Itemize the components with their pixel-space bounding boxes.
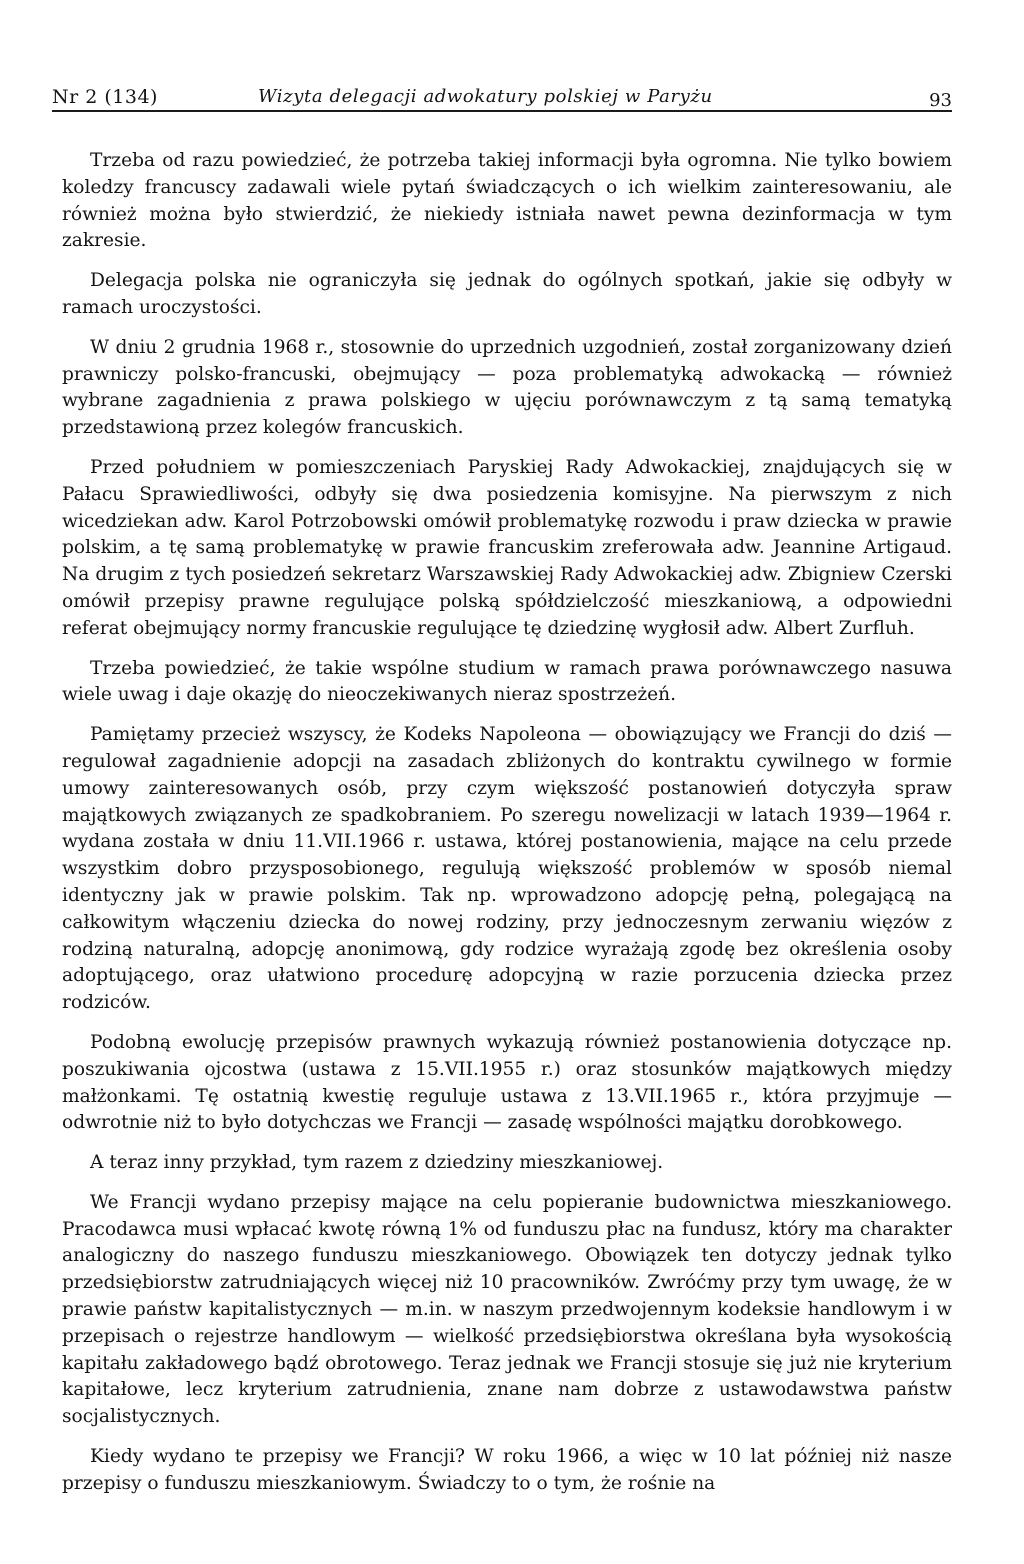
paragraph: Podobną ewolucję przepisów prawnych wykazują również postanowienia dotyczące np. poszukiwania ojcostwa (ustawa z 15.VII.1955 r.) oraz stosunków majątkowych między małżonkami. Tę ostatnią kwestię reguluje ustawa z 13.VII.1965 r., która przyjmuje — odwrotnie niż to było dotychczas we Francji — zasadę wspólności majątku dorobkowego.: [62, 1031, 952, 1134]
paragraph: Trzeba od razu powiedzieć, że potrzeba takiej informacji była ogromna. Nie tylko bowiem koledzy francuscy zadawali wiele pytań świadczących o ich wielkim zainteresowaniu, ale również można było stwierdzić, że niekiedy istniała nawet pewna dezinformacja w tym zakresie.: [62, 150, 952, 252]
paragraph: Pamiętamy przecież wszyscy, że Kodeks Napoleona — obowiązujący we Francji do dziś — regulował zagadnienie adopcji na zasadach zbliżonych do kontraktu cywilnego w formie umowy zainteresowanych osób, przy czym większość postanowień dotyczyła spraw majątkowych związanych ze spadkobraniem. Po szeregu nowelizacji w latach 1939—1964 r. wydana została w dniu 11.VII.1966 r. ustawa, której postanowienia, mające na celu przede wszystkim dobro przysposobionego, regulują większość problemów w sposób niemal identyczny jak w prawie polskim. Tak np. wprowadzono adopcję pełną, polegającą na całkowitym włączeniu dziecka do nowej rodziny, przy jednoczesnym zerwaniu więzów z rodziną naturalną, adopcję anonimową, gdy rodzice wyrażają zgodę bez określenia osoby adoptującego, oraz ułatwiono procedurę adopcyjną w razie porzucenia dziecka przez rodziców.: [62, 724, 952, 1014]
paragraph: Kiedy wydano te przepisy we Francji? W roku 1966, a więc w 10 lat później niż nasze przepisy o funduszu mieszkaniowym. Świadczy to o tym, że rośnie na: [62, 1446, 952, 1494]
running-title: Wizyta delegacji adwokatury polskiej w Paryżu: [258, 86, 713, 107]
page-number: 93: [929, 90, 952, 111]
paragraph: Trzeba powiedzieć, że takie wspólne studium w ramach prawa porównawczego nasuwa wiele uwag i daje okazję do nieoczekiwanych nieraz spostrzeżeń.: [62, 657, 952, 706]
paragraph: We Francji wydano przepisy mające na celu popieranie budownictwa mieszkaniowego. Pracodawca musi wpłacać kwotę równą 1% od funduszu płac na fundusz, który ma charakter analogiczny do naszego funduszu mieszkaniowego. Obowiązek ten dotyczy jednak tylko przedsiębiorstw zatrudniających więcej niż 10 pracowników. Zwróćmy przy tym uwagę, że w prawie państw kapitalistycznych — m.in. w naszym przedwojennym kodeksie handlowym i w przepisach o rejestrze handlowym — wielkość przedsiębiorstwa określana była wysokością kapitału zakładowego bądź obrotowego. Teraz jednak we Francji stosuje się już nie kryterium kapitałowe, lecz kryterium zatrudnienia, znane nam dobrze z ustawodawstwa państw socjalistycznych.: [62, 1191, 952, 1428]
paragraph: Przed południem w pomieszczeniach Paryskiej Rady Adwokackiej, znajdujących się w Pałacu Sprawiedliwości, odbyły się dwa posiedzenia komisyjne. Na pierwszym z nich wicedziekan adw. Karol Potrzobowski omówił problematykę rozwodu i praw dziecka w prawie polskim, a tę samą problematykę w prawie francuskim zreferowała adw. Jeannine Artigaud. Na drugim z tych posiedzeń sekretarz Warszawskiej Rady Adwokackiej adw. Zbigniew Czerski omówił przepisy prawne regulujące polską spółdzielczość mieszkaniową, a odpowiedni referat obejmujący normy francuskie regulujące tę dziedzinę wygłosił adw. Albert Zurfluh.: [62, 456, 952, 639]
document-page: [52, 80, 952, 1511]
paragraph: W dniu 2 grudnia 1968 r., stosownie do uprzednich uzgodnień, został zorganizowany dzień prawniczy polsko-francuski, obejmujący — poza problematyką adwokacką — również wybrane zagadnienia z prawa polskiego w ujęciu porównawczym z tą samą tematyką przedstawioną przez kolegów francuskich.: [62, 336, 952, 439]
article-body: [52, 148, 952, 1498]
paragraph: A teraz inny przykład, tym razem z dziedziny mieszkaniowej.: [90, 1152, 664, 1174]
page-header: [52, 80, 952, 112]
issue-number: Nr 2 (134): [52, 86, 158, 108]
paragraph: Delegacja polska nie ograniczyła się jednak do ogólnych spotkań, jakie się odbyły w ramach uroczystości.: [62, 270, 952, 318]
